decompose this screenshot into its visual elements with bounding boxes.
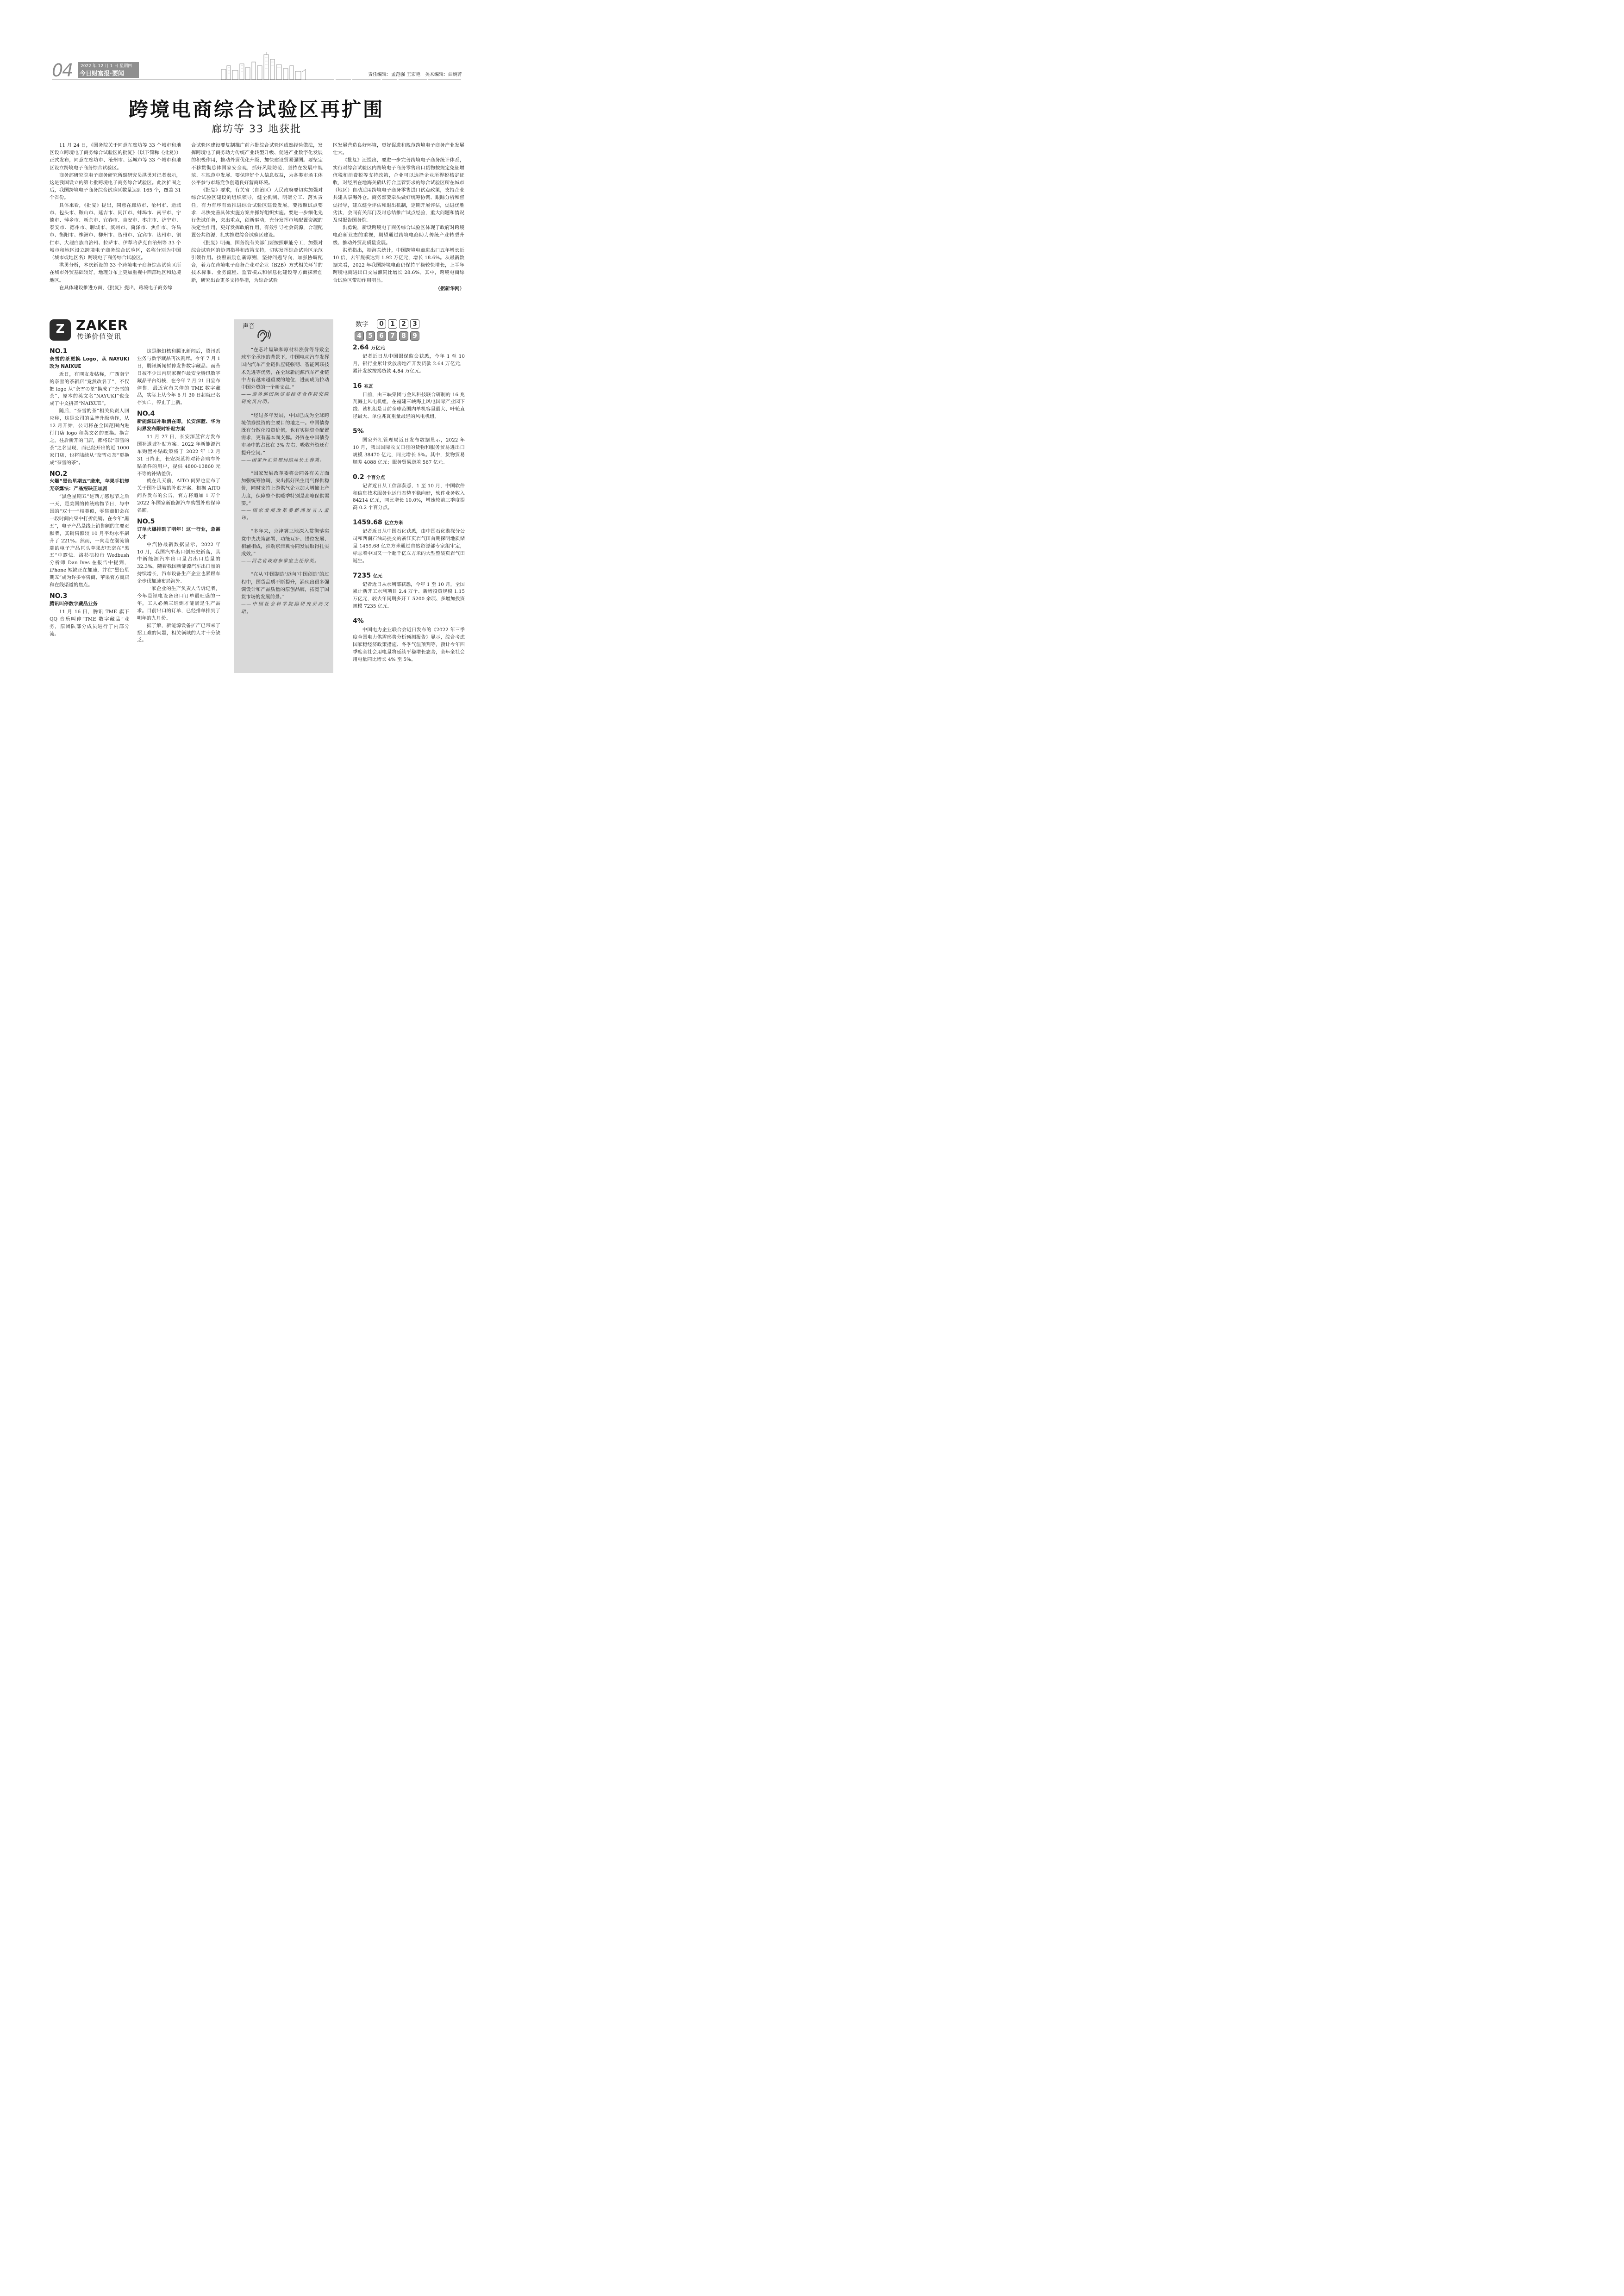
number-figure	[353, 572, 465, 580]
article-column-1	[50, 142, 181, 292]
quote-source: ——中国社会科学院副研究员高文珺。	[241, 602, 329, 615]
news-title: 火爆“黑色星期五”袭来，苹果手机却无奈露怯：产品短缺正加剧	[50, 479, 129, 492]
news-paragraph: 随后，“奈雪的茶”相关负责人回应称，这是公司的品牌升级动作，从 12 月开始，公司将在全国范围内进行门店 logo 和英文名的更换。换言之，往后新开的门店，都将以“奈雪的茶”之名呈现，而已经开出的近 1000 家门店，也将陆续从“奈雪の茶”更换成“奈雪的茶”。	[50, 408, 129, 466]
number-figure	[353, 344, 465, 352]
rule-gap	[334, 78, 336, 81]
article-paragraph: 具体来看，《批复》提出，同意在廊坊市、沧州市、运城市、包头市、鞍山市、延吉市、同江市、蚌埠市、南平市、宁德市、萍乡市、新余市、宜春市、吉安市、枣庄市、济宁市、泰安市、德州市、聊城市、滨州市、菏泽市、焦作市、许昌市、衡阳市、株洲市、柳州市、贺州市、宜宾市、达州市、铜仁市、大理白族自治州、拉萨市、伊犁哈萨克自治州等 33 个城市和地区设立跨境电子商务综合试验区，名称分别为中国（城市或地区名）跨境电子商务综合试验区。	[50, 202, 181, 261]
news-paragraph: “黑色星期五”是西方感恩节之后一天，是美国的传统购物节日，与中国的“双十一”相类似，零售商们会在一段时间内集中打折促销。在今年“黑五”，电子产品是线上销售额的主要贡献者，其销售额较 10 月平均水平飙升了 221%。然而，一向走在潮流前端的电子产品巨头苹果却无奈在“黑五”中露怯。洛杉矶投行 Wedbush 分析师 Dan Ives 在报告中提到，iPhone 短缺正在加速，并在“黑色星期五”成为许多零售商、苹果官方商店和在线渠道的焦点。	[50, 494, 129, 588]
number-description: 记者近日从工信部获悉，1 至 10 月，中国软件和信息技术服务业运行态势平稳向好，软件业务收入 84214 亿元，同比增长 10.0%，增速较前三季度提高 0.2 个百分点。	[353, 483, 465, 511]
number-description: 日前，由三峡集团与金风科技联合研制的 16 兆瓦海上风电机组，在福建三峡海上风电国际产业园下线。该机组是目前全球范围内单机容量最大、叶轮直径最大、单位兆瓦重量最轻的风电机组。	[353, 392, 465, 420]
main-headline: 跨境电商综合试验区再扩围	[128, 98, 384, 121]
number-description: 记者近日从水利部获悉，今年 1 至 10 月，全国累计新开工水利项目 2.4 万个、新增投资规模 1.15 万亿元，较去年同期多开工 5200 余项、多增加投资规模 7235 亿元。	[353, 581, 465, 610]
quote-text: “在从‘中国制造’迈向‘中国创造’的过程中，国货品质不断提升，涌现出很多强调设计和产品质量的原创品牌，拓宽了国货市场的发展前景。”	[241, 572, 329, 600]
article-paragraph: 区发展营造良好环境，更好促进和规范跨境电子商务产业发展壮大。	[333, 143, 464, 156]
news-title: 腾讯叫停数字藏品业务	[50, 601, 98, 607]
rule-gap	[381, 78, 382, 81]
news-number: NO.4	[137, 410, 155, 418]
quote-item	[241, 346, 329, 406]
digit-tile: 2	[399, 319, 408, 329]
rule-gap	[397, 78, 399, 81]
digit-tile: 0	[377, 319, 386, 329]
digit-tile: 8	[399, 331, 408, 341]
article-paragraph: 洪勇分析，本次新设的 33 个跨境电子商务综合试验区所在城市外贸基础较好，地理分布上更加重视中西部地区和边境地区。	[50, 262, 181, 283]
digit-tile: 6	[377, 331, 386, 341]
zaker-logo-glyph: Z	[56, 322, 65, 336]
article-source: （据新华网）	[435, 286, 464, 292]
number-figure	[353, 428, 465, 436]
quote-source: ——国家外汇管理局副局长王春英。	[241, 457, 325, 463]
figure-unit: 万亿元	[371, 346, 385, 351]
article-paragraph: 《批复》还提出，要进一步完善跨境电子商务统计体系，实行对综合试验区内跨境电子商务零售出口货物按规定免征增值税和消费税等支持政策，企业可以选择企业所得税核定征收，对经所在地海关确认符合监管要求的综合试验区所在城市（地区）自动适用跨境电子商务零售进口试点政策，支持企业共建共享海外仓。商务部要牵头做好统筹协调、跟踪分析和督促指导，建立健全评估和退出机制，定期开展评估，促进优胜劣汰，会同有关部门及时总结推广试点经验，重大问题和情况及时报告国务院。	[333, 157, 464, 224]
article-paragraph: 《批复》要求，有关省（自治区）人民政府要切实加强对综合试验区建设的组织领导，健全机制、明确分工、落实责任，有力有序有效推进综合试验区建设发展。要按照试点要求，尽快完善具体实施方案并抓好组织实施。要进一步细化先行先试任务，突出重点，创新驱动，充分发挥市场配置资源的决定性作用，更好发挥政府作用，有效引导社会资源，合理配置公共资源，扎实推进综合试验区建设。	[191, 187, 323, 238]
number-description: 记者近日从中国银保监会获悉，今年 1 至 10 月，银行业累计发放房地产开发贷款 2.64 万亿元，累计发放按揭贷款 4.84 万亿元。	[353, 353, 465, 374]
main-subheadline: 廊坊等 33 地获批	[212, 124, 301, 135]
quote-source: ——河北省政府参事室主任徐英。	[241, 559, 320, 564]
voices-heading: 声音	[243, 323, 255, 330]
news-paragraph: 11 月 27 日，长安深蓝官方发布国补退坡补贴方案。2022 年新能源汽车购置补贴政策将于 2022 年 12 月 31 日终止，长安深蓝将对符合购车补贴条件的用户，提供 4800-13860 元不等的补贴差价。	[137, 434, 220, 477]
number-figure	[353, 519, 465, 527]
zaker-brand: ZAKER	[76, 317, 129, 333]
figure-value: 5%	[353, 428, 364, 436]
figure-value: 16	[353, 382, 362, 390]
article-paragraph: 洪勇指出，据海关统计，中国跨境电商进出口五年增长近 10 倍，去年规模达到 1.92 万亿元，增长 18.6%。从最新数据来看，2022 年我国跨境电商仍保持平稳较快增长，上半年跨境电商进出口交易额同比增长 28.6%。其中，跨境电商综合试验区带动作用明显。	[333, 247, 464, 283]
news-paragraph: 中汽协最新数据显示，2022 年 10 月，我国汽车出口创历史新高，其中新能源汽车出口量占出口总量的 32.3%。随着我国新能源汽车出口量的持续增长，汽车设备生产企业也紧跟车企步伐加速布局海外。	[137, 541, 220, 585]
news-paragraph: 近日，有网友发帖称，广西南宁的奈雪的茶新店“竟然改名了”，不仅把 logo 从“奈雪の茶”换成了“奈雪的茶”，原本的英文名“NAYUKI”也变成了中文拼音“NAIXUE”。	[50, 371, 129, 407]
article-paragraph: 洪勇说，新设跨境电子商务综合试验区体现了政府对跨境电商新业态的重视，期望通过跨境电商助力传统产业转型升级、推动外贸高质量发展。	[333, 225, 464, 246]
digit-tile: 4	[355, 331, 364, 341]
issue-date: 2022 年 12 月 1 日 星期四	[81, 64, 132, 68]
digit-tile: 5	[366, 331, 375, 341]
figure-value: 7235	[353, 572, 371, 579]
news-paragraph: 一家企业的生产负责人告诉记者，今年是锂电设备出口订单最旺盛的一年，工人必须三班倒才能满足生产需求。目前出口的订单，已经排单排到了明年的九月份。	[137, 586, 220, 621]
zaker-logo-icon	[50, 319, 71, 341]
rule-gap	[427, 78, 428, 81]
news-title: 订单火爆排到了明年！这一行业，急需人才	[137, 526, 220, 540]
numbers-heading: 数字	[356, 321, 369, 328]
figure-unit: 亿元	[373, 573, 382, 579]
digit-tile: 1	[388, 319, 397, 329]
figure-unit: 兆瓦	[364, 384, 374, 389]
figure-value: 1459.68	[353, 519, 382, 527]
figure-value: 2.64	[353, 344, 369, 351]
zaker-column-2	[137, 348, 220, 644]
quote-text: “多年来，京津冀三地深入贯彻落实党中央决策部署，功能互补、错位发展、相辅相成，推动京津冀协同发展取得扎实成效。”	[241, 529, 329, 557]
quote-source: ——国家发展改革委新闻发言人孟玮。	[241, 508, 329, 521]
zaker-tagline: 传递价值资讯	[77, 332, 122, 341]
news-paragraph: 11 月 16 日，腾讯 TME 旗下 QQ 音乐叫停“TME 数字藏品”业务，原团队部分成员进行了内部分流。	[50, 609, 129, 637]
number-figure	[353, 383, 465, 391]
ear-sound-icon	[255, 328, 271, 344]
city-skyline-illustration	[217, 52, 309, 80]
article-paragraph: 《批复》明确，国务院有关部门要按照职能分工，加强对综合试验区的协调指导和政策支持，切实发挥综合试验区示范引领作用。按照鼓励创新原则，坚持问题导向，加强协调配合，着力在跨境电子商务企业对企业（B2B）方式相关环节的技术标准、业务流程、监管模式和信息化建设等方面探索创新，研究出台更多支持举措，为综合试验	[191, 240, 323, 283]
number-figure	[353, 474, 465, 482]
quote-text: “经过多年发展，中国已成为全球跨境债券投资的主要目的地之一。中国债券既有分散化投资价值，也有实际资金配置需求，更有基本面支撑。外资在中国债券市场中的占比在 3% 左右，吸收外资还有提升空间。”	[241, 412, 329, 456]
zaker-column-1	[50, 344, 129, 638]
quote-text: “国家发展改革委将会同各有关方面加强统筹协调，突出抓好民生用气保供稳价，同时支持上游供气企业加大增储上产力度，保障整个供暖季特别是高峰保供需要。”	[241, 471, 329, 506]
digit-tile: 9	[410, 331, 419, 341]
editor-credits: 责任编辑：孟范强 王宏艳 美术编辑：曲婉菁	[368, 72, 462, 77]
article-paragraph: 商务部研究院电子商务研究所副研究员洪勇对记者表示，这是我国设立的第七批跨境电子商务综合试验区。此次扩围之后，我国跨境电子商务综合试验区数量达到 165 个，覆盖 31 个省份。	[50, 172, 181, 201]
article-column-2	[191, 142, 323, 284]
digit-tile: 7	[388, 331, 397, 341]
numbers-column	[353, 344, 465, 671]
number-figure	[353, 618, 465, 626]
article-paragraph: 合试验区建设要复制推广前六批综合试验区成熟经验做法，发挥跨境电子商务助力传统产业转型升级、促进产业数字化发展的积极作用，推动外贸优化升级，加快建设贸易强国。要坚定不移贯彻总体国家安全观，抓好风险防范，坚持在发展中规范、在规范中发展。要保障好个人信息权益，为各类市场主体公平参与市场竞争创造良好营商环境。	[191, 143, 323, 186]
digit-tile: 3	[410, 319, 419, 329]
quote-item	[241, 571, 329, 616]
article-paragraph: 在具体建设推进方面，《批复》提出，跨境电子商务综	[59, 285, 172, 291]
quote-item	[241, 528, 329, 565]
quote-item	[241, 470, 329, 522]
news-number: NO.1	[50, 348, 68, 355]
paper-section-name: 今日财富报·要闻	[80, 70, 124, 77]
number-description: 记者近日从中国石化获悉，由中国石化勘探分公司和西南石油局提交的綦江页岩气田首期探明地质储量 1459.68 亿立方米通过自然资源部专家组审定，标志着中国又一个超千亿立方米的大型整装页岩气田诞生。	[353, 529, 465, 564]
quote-item	[241, 412, 329, 464]
rule-gap	[351, 78, 352, 81]
figure-unit: 个百分点	[366, 475, 385, 480]
news-paragraph: 就在几天前，AITO 问界也宣布了关于国补退坡的补贴方案。根据 AITO 问界发布的公告，官方将追加 1 万个 2022 年国家新能源汽车购置补贴保障名额。	[137, 478, 220, 514]
figure-value: 4%	[353, 617, 364, 625]
news-number: NO.5	[137, 517, 155, 525]
news-title: 奈雪的茶更换 Logo，从 NAYUKI 改为 NAIXUE	[50, 356, 129, 369]
figure-unit: 亿立方米	[384, 521, 403, 526]
quote-source: ——商务部国际贸易经济合作研究院研究员白明。	[241, 392, 329, 405]
news-title: 新能源国补取消在即，长安深蓝、华为问界发布限时补贴方案	[137, 419, 220, 432]
news-paragraph: 这是继幻核和腾讯新闻后，腾讯系业务与数字藏品再次割席。今年 7 月 1 日，腾讯新闻暂停发售数字藏品。而昔日被不少国内玩家视作最安全腾讯数字藏品平台幻核，在今年 7 月 21 日宣布停售。最近宣布关停的 TME 数字藏品，实际上从今年 6 月 30 日起就已名存实亡，停止了上新。	[137, 348, 220, 406]
article-column-3	[333, 142, 464, 292]
news-paragraph: 据了解，新能源设备扩产已带来了招工难的问题，相关领域的人才十分缺乏。	[137, 622, 220, 643]
voices-quotes	[241, 346, 329, 622]
news-number: NO.3	[50, 592, 68, 600]
quote-text: “在芯片短缺和原材料涨价等导致全球车企承压的背景下，中国电动汽车发挥国内汽车产业链供应链强韧、智能网联技术先进等优势，在全球新能源汽车产业链中占有越来越重要的地位，进而成为拉动中国外贸的一个新支点。”	[241, 347, 329, 391]
date-banner	[78, 62, 139, 78]
news-number: NO.2	[50, 470, 68, 478]
article-paragraph: 11 月 24 日，《国务院关于同意在廊坊等 33 个城市和地区设立跨境电子商务综合试验区的批复》（以下简称《批复》）正式发布，同意在廊坊市、沧州市、运城市等 33 个城市和地区设立跨境电子商务综合试验区。	[50, 143, 181, 171]
number-description: 国家外汇管理局近日发布数据显示，2022 年 10 月，我国国际收支口径的货物和服务贸易进出口规模 38470 亿元，同比增长 5%。其中，货物贸易顺差 4088 亿元；服务贸易逆差 567 亿元。	[353, 437, 465, 465]
page-number: 04	[52, 60, 73, 81]
figure-value: 0.2	[353, 473, 364, 481]
number-description: 中国电力企业联合会近日发布的《2022 年三季度全国电力供需形势分析预测报告》显示，综合考虑国家稳经济政策措施、冬季气温预判等，预计今年四季度全社会用电量将延续平稳增长态势，全年全社会用电量同比增长 4% 至 5%。	[353, 627, 465, 662]
